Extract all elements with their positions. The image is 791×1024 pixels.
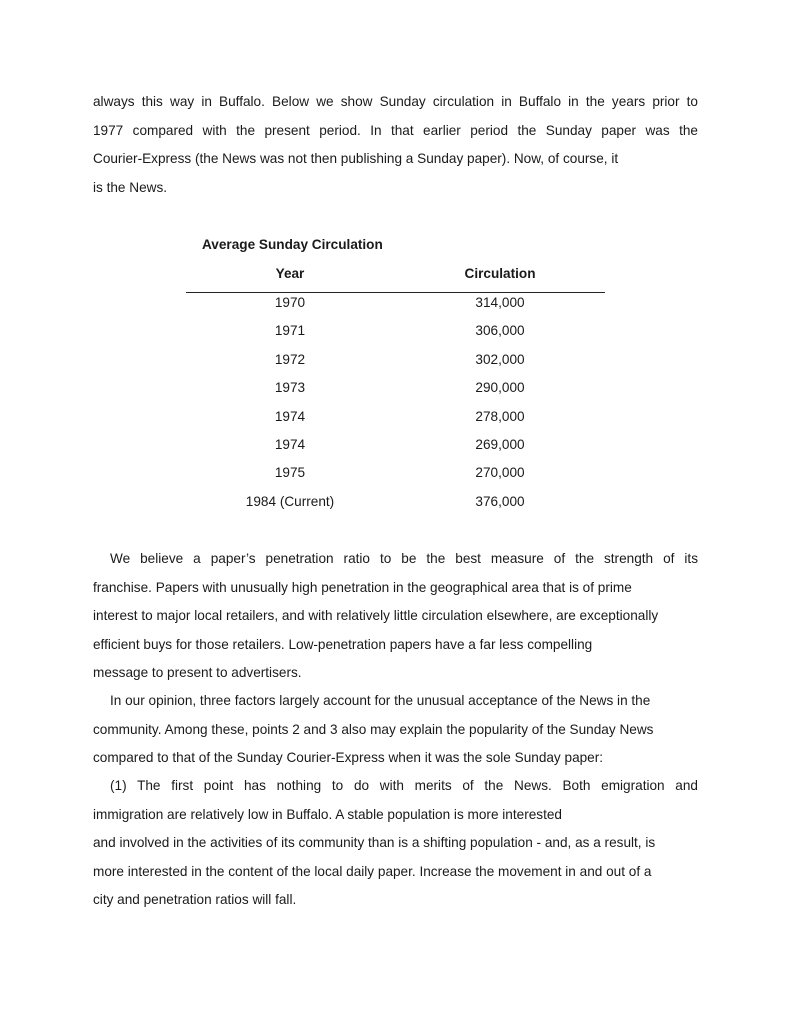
year-column-header: Year [275, 266, 305, 281]
text-line: is the News. [93, 179, 168, 195]
circulation-cell: 314,000 [475, 295, 525, 310]
year-cell: 1971 [274, 323, 306, 339]
text-line: immigration are relatively low in Buffalo. A stable population is more interested [93, 806, 562, 822]
year-cell: 1972 [274, 351, 306, 367]
text-line: message to present to advertisers. [93, 665, 302, 680]
text-line: interest to major local retailers, and with relatively little circulation elsewhere, are exceptionally [93, 608, 659, 623]
circulation-cell: 306,000 [475, 323, 525, 339]
circulation-cell: 270,000 [475, 465, 525, 481]
table-row [186, 433, 605, 461]
text-line: city and penetration ratios will fall. [93, 892, 297, 907]
text-line: We believe a paper’s penetration ratio to be the best measure of the strength of its [110, 551, 698, 566]
text-line: and involved in the activities of its community than is a shifting population - and, as a result, is [93, 835, 656, 850]
text-line: community. Among these, points 2 and 3 also may explain the popularity of the Sunday News [93, 721, 654, 737]
text-line: franchise. Papers with unusually high penetration in the geographical area that is of prime [93, 579, 632, 595]
circulation-cell: 290,000 [475, 380, 525, 396]
intro-paragraph [93, 88, 698, 202]
point-one-paragraph [93, 772, 698, 915]
year-cell: 1975 [274, 465, 306, 481]
circulation-cell: 376,000 [475, 493, 525, 509]
table-row [186, 490, 605, 518]
table-row [186, 405, 605, 433]
text-line: 1977 compared with the present period. In that earlier period the Sunday paper was the [93, 122, 698, 138]
text-line: efficient buys for those retailers. Low-penetration papers have a far less compelling [93, 636, 593, 652]
year-cell: 1974 [274, 436, 306, 452]
year-cell: 1973 [274, 380, 306, 396]
year-cell: 1970 [274, 295, 306, 310]
text-line: (1) The first point has nothing to do with merits of the News. Both emigration and [110, 778, 698, 793]
penetration-paragraph [93, 545, 698, 688]
circulation-table-body [186, 291, 605, 518]
text-line: Courier-Express (the News was not then publishing a Sunday paper). Now, of course, it [93, 151, 619, 166]
factors-paragraph [93, 687, 698, 773]
circulation-cell: 269,000 [475, 436, 525, 452]
table-row [186, 319, 605, 347]
table-title: Average Sunday Circulation [202, 237, 383, 252]
table-row [186, 376, 605, 404]
text-line: always this way in Buffalo. Below we show Sunday circulation in Buffalo in the years prior to [93, 94, 698, 109]
table-row [186, 348, 605, 376]
text-line: more interested in the content of the local daily paper. Increase the movement in and out of a [93, 863, 652, 879]
circulation-cell: 278,000 [475, 408, 525, 424]
table-row [186, 291, 605, 319]
text-line: In our opinion, three factors largely account for the unusual acceptance of the News in the [110, 693, 651, 708]
year-cell: 1984 (Current) [245, 493, 335, 509]
table-row [186, 461, 605, 489]
text-line: compared to that of the Sunday Courier-Express when it was the sole Sunday paper: [93, 750, 604, 765]
circulation-cell: 302,000 [475, 351, 525, 367]
circulation-column-header: Circulation [464, 266, 536, 281]
year-cell: 1974 [274, 408, 306, 424]
